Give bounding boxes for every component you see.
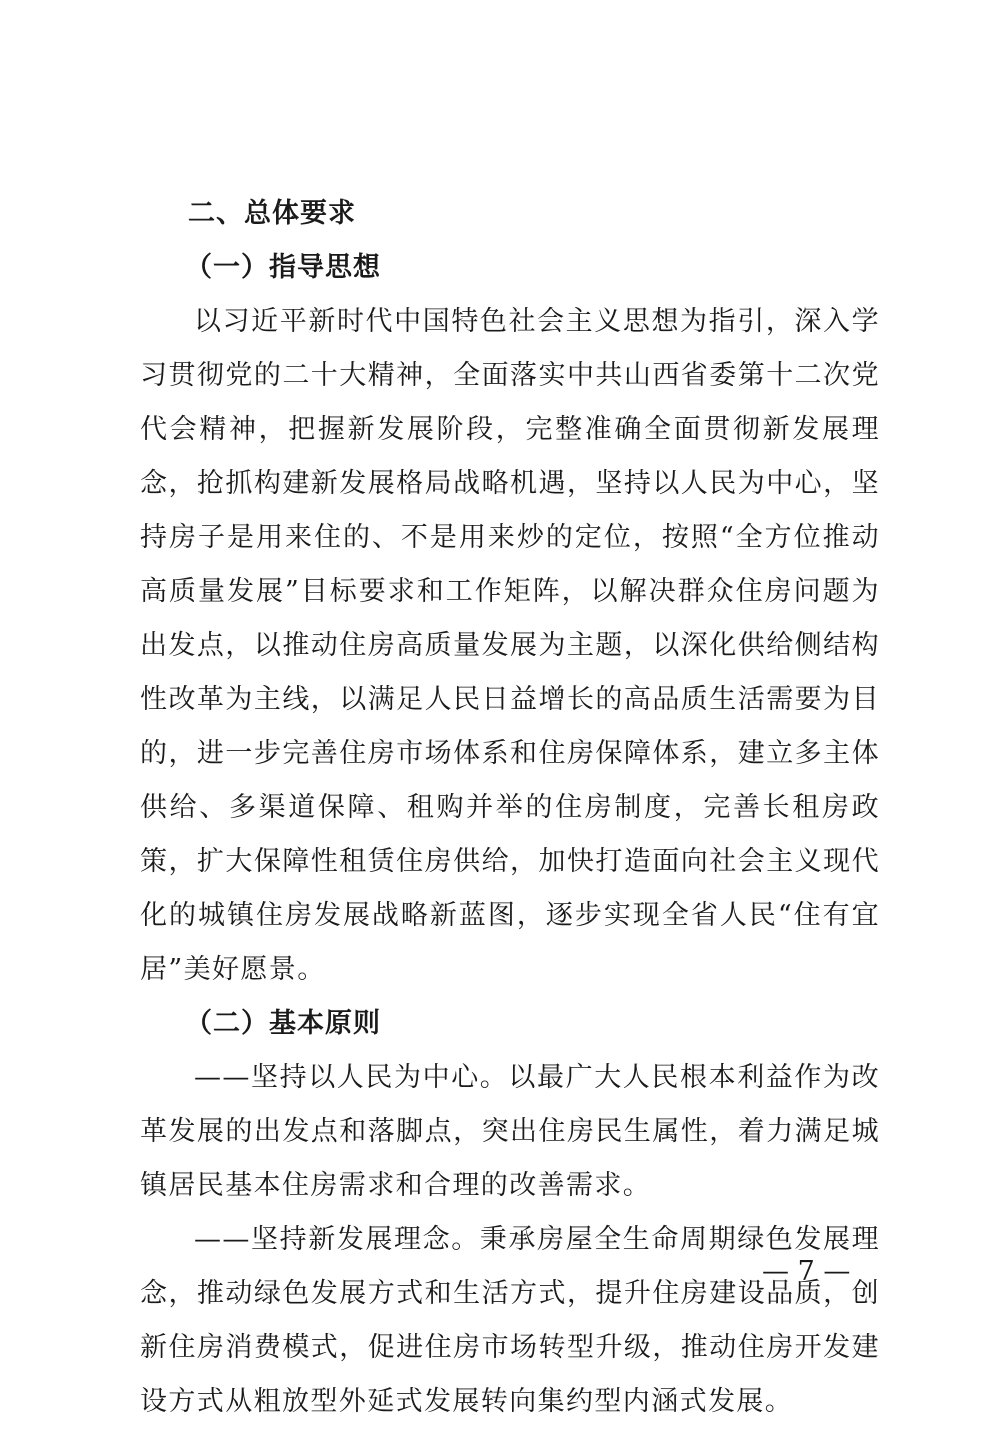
subsection-heading-guiding-ideology: （一）指导思想 [185, 252, 381, 283]
paragraph-principle-new-development: ——坚持新发展理念。秉承房屋全生命周期绿色发展理念，推动绿色发展方式和生活方式，提升住房建设品质，创新住房消费模式，促进住房市场转型升级，推动住房开发建设方式从粗放型外延式发展转向集约型内涵式发展。 [140, 1224, 880, 1417]
subsection-heading-basic-principles: （二）基本原则 [185, 1008, 381, 1039]
paragraph-principle-people-centered: ——坚持以人民为中心。以最广大人民根本利益作为改革发展的出发点和落脚点，突出住房民生属性，着力满足城镇居民基本住房需求和合理的改善需求。 [140, 1062, 880, 1201]
paragraph-guiding-ideology: 以习近平新时代中国特色社会主义思想为指引，深入学习贯彻党的二十大精神，全面落实中共山西省委第十二次党代会精神，把握新发展阶段，完整准确全面贯彻新发展理念，抢抓构建新发展格局战略机遇，坚持以人民为中心，坚持房子是用来住的、不是用来炒的定位，按照“全方位推动高质量发展”目标要求和工作矩阵，以解决群众住房问题为出发点，以推动住房高质量发展为主题，以深化供给侧结构性改革为主线，以满足人民日益增长的高品质生活需要为目的，进一步完善住房市场体系和住房保障体系，建立多主体供给、多渠道保障、租购并举的住房制度，完善长租房政策，扩大保障性租赁住房供给，加快打造面向社会主义现代化的城镇住房发展战略新蓝图，逐步实现全省人民“住有宜居”美好愿景。 [140, 306, 880, 985]
page-number: — 7 — [762, 1256, 851, 1287]
page-content [140, 187, 880, 1429]
section-heading: 二、总体要求 [188, 198, 356, 229]
